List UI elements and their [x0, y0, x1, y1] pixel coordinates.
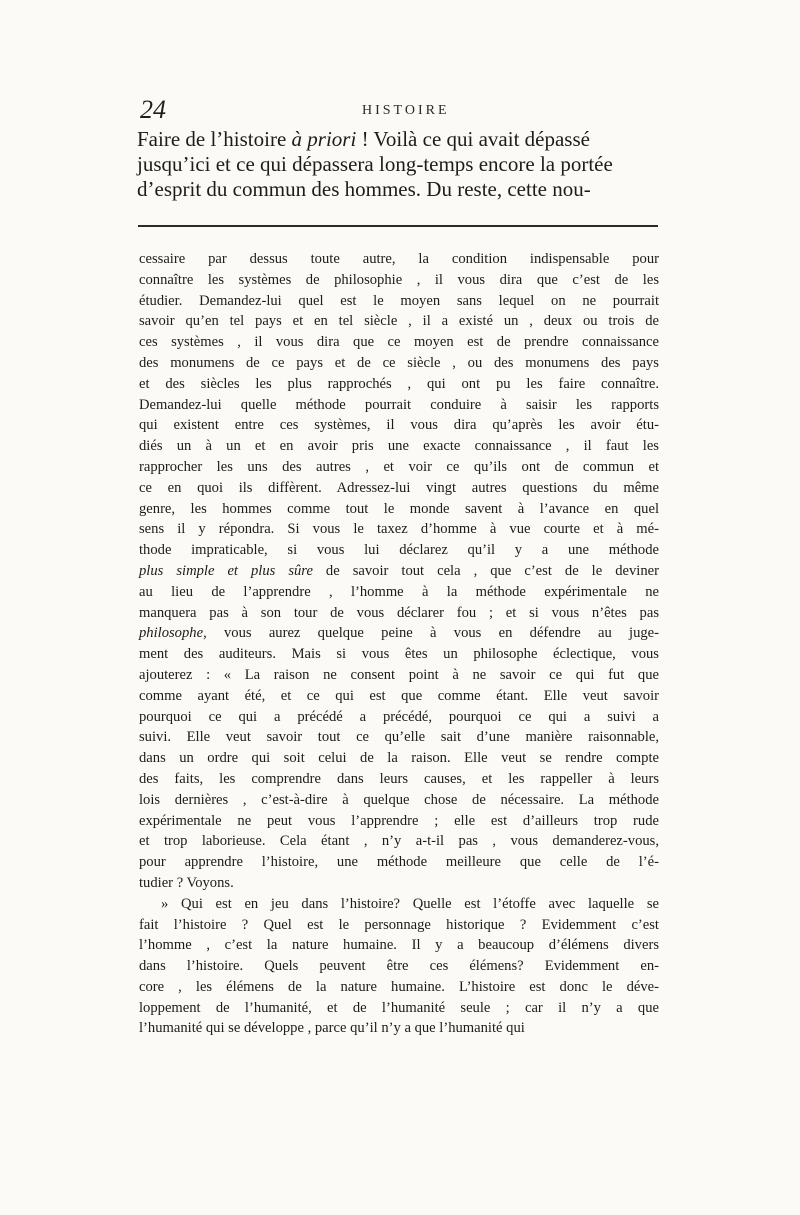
footnote-line: » Qui est en jeu dans l’histoire? Quelle est l’étoffe avec laquelle se [161, 895, 659, 912]
footnote-line: Demandez-lui quelle méthode pourrait conduire à saisir les rapports [139, 396, 659, 413]
footnote-line: et des siècles les plus rapprochés , qui ont pu les faire connaître. [139, 375, 659, 392]
footnote-line: lois dernières , c’est-à-dire à quelque chose de nécessaire. La méthode [139, 791, 659, 808]
main-text [137, 127, 657, 202]
main-text-line: d’esprit du commun des hommes. Du reste, cette nou- [137, 177, 591, 201]
footnote-line: des faits, les comprendre dans leurs causes, et les rappeller à leurs [139, 770, 659, 787]
footnote-line: l’humanité qui se développe , parce qu’il n’y a que l’humanité qui [139, 1020, 525, 1037]
footnote-line: comme ayant été, et ce qui est que comme étant. Elle veut savoir [139, 687, 659, 704]
running-head [140, 96, 660, 124]
footnote-text [139, 249, 659, 1039]
footnote-line: ajouterez : « La raison ne consent point à ne savoir ce qui fut que [139, 666, 659, 683]
footnote-line: qui existent entre ces systèmes, il vous dira qu’après les avoir étu- [139, 417, 659, 434]
footnote-line: loppement de l’humanité, et de l’humanité seule ; car il n’y a que [139, 999, 659, 1016]
main-text-line: jusqu’ici et ce qui dépassera long-temps encore la portée [137, 152, 613, 176]
footnote-line: au lieu de l’apprendre , l’homme à la méthode expérimentale ne [139, 583, 659, 600]
main-text-line: Faire de l’histoire à priori ! Voilà ce qui avait dépassé [137, 127, 590, 151]
footnote-line: des monumens de ce pays et de ce siècle , ou des monumens des pays [139, 354, 659, 371]
footnote-line: pourquoi ce qui a précédé a précédé, pourquoi ce qui a suivi a [139, 708, 659, 725]
footnote-line: et trop laborieuse. Cela étant , n’y a-t-il pas , vous demanderez-vous, [139, 833, 659, 850]
running-title: HISTOIRE [362, 103, 450, 118]
footnote-line: thode impraticable, si vous lui déclarez qu’il y a une méthode [139, 542, 659, 559]
footnote-line: cessaire par dessus toute autre, la condition indispensable pour [139, 251, 659, 267]
footnote-line: suivi. Elle veut savoir tout ce qu’elle sait d’une manière raisonnable, [139, 729, 659, 746]
footnote-line: étudier. Demandez-lui quel est le moyen sans lequel on ne pourrait [139, 292, 659, 309]
footnote-line: sens il y répondra. Si vous le taxez d’homme à vue courte et à mé- [139, 521, 659, 538]
italic-phrase: plus simple et plus sûre [139, 562, 313, 579]
footnote-line: dans l’histoire. Quels peuvent être ces élémens? Evidemment en- [139, 958, 659, 975]
footnote-line: tudier ? Voyons. [139, 874, 234, 891]
italic-phrase: à priori [291, 127, 357, 151]
footnote-line: diés un à un et en avoir pris une exacte connaissance , il faut les [139, 438, 659, 455]
footnote-line: rapprocher les uns des autres , et voir ce qu’ils ont de commun et [139, 458, 659, 475]
footnote-line: ces systèmes , il vous dira que ce moyen est de prendre connaissance [139, 334, 659, 351]
footnote-line: manquera pas à son tour de vous déclarer fou ; et si vous n’êtes pas [139, 604, 659, 621]
italic-phrase: philosophe [139, 625, 204, 642]
footnote-line: ce en quoi ils diffèrent. Adressez-lui vingt autres questions du même [139, 479, 659, 496]
footnote-line: ment des auditeurs. Mais si vous êtes un philosophe éclectique, vous [139, 646, 659, 663]
footnote-line: genre, les hommes comme tout le monde savent à l’avance en quel [139, 500, 659, 517]
footnote-line: l’homme , c’est la nature humaine. Il y a beaucoup d’élémens divers [139, 937, 659, 954]
footnote-line: savoir qu’en tel pays et en tel siècle , il a existé un , deux ou trois de [139, 313, 659, 330]
footnote-line: dans un ordre qui soit celui de la raison. Elle veut se rendre compte [139, 750, 659, 767]
footnote-line: pour apprendre l’histoire, une méthode meilleure que celle de l’é- [139, 854, 659, 871]
page-number: 24 [140, 95, 166, 124]
footnote-line: philosophe, vous aurez quelque peine à vous en défendre au juge- [139, 625, 659, 642]
footnote-line: expérimentale ne peut vous l’apprendre ; elle est d’ailleurs trop rude [139, 812, 659, 829]
footnote-line: core , les élémens de la nature humaine. L’histoire est donc le déve- [139, 978, 659, 995]
footnote-line: fait l’histoire ? Quel est le personnage historique ? Evidemment c’est [139, 916, 659, 933]
footnote-line: plus simple et plus sûre de savoir tout cela , que c’est de le deviner [139, 562, 659, 579]
footnote-line: connaître les systèmes de philosophie , il vous dira que c’est de les [139, 271, 659, 288]
footnote-rule [138, 225, 658, 227]
